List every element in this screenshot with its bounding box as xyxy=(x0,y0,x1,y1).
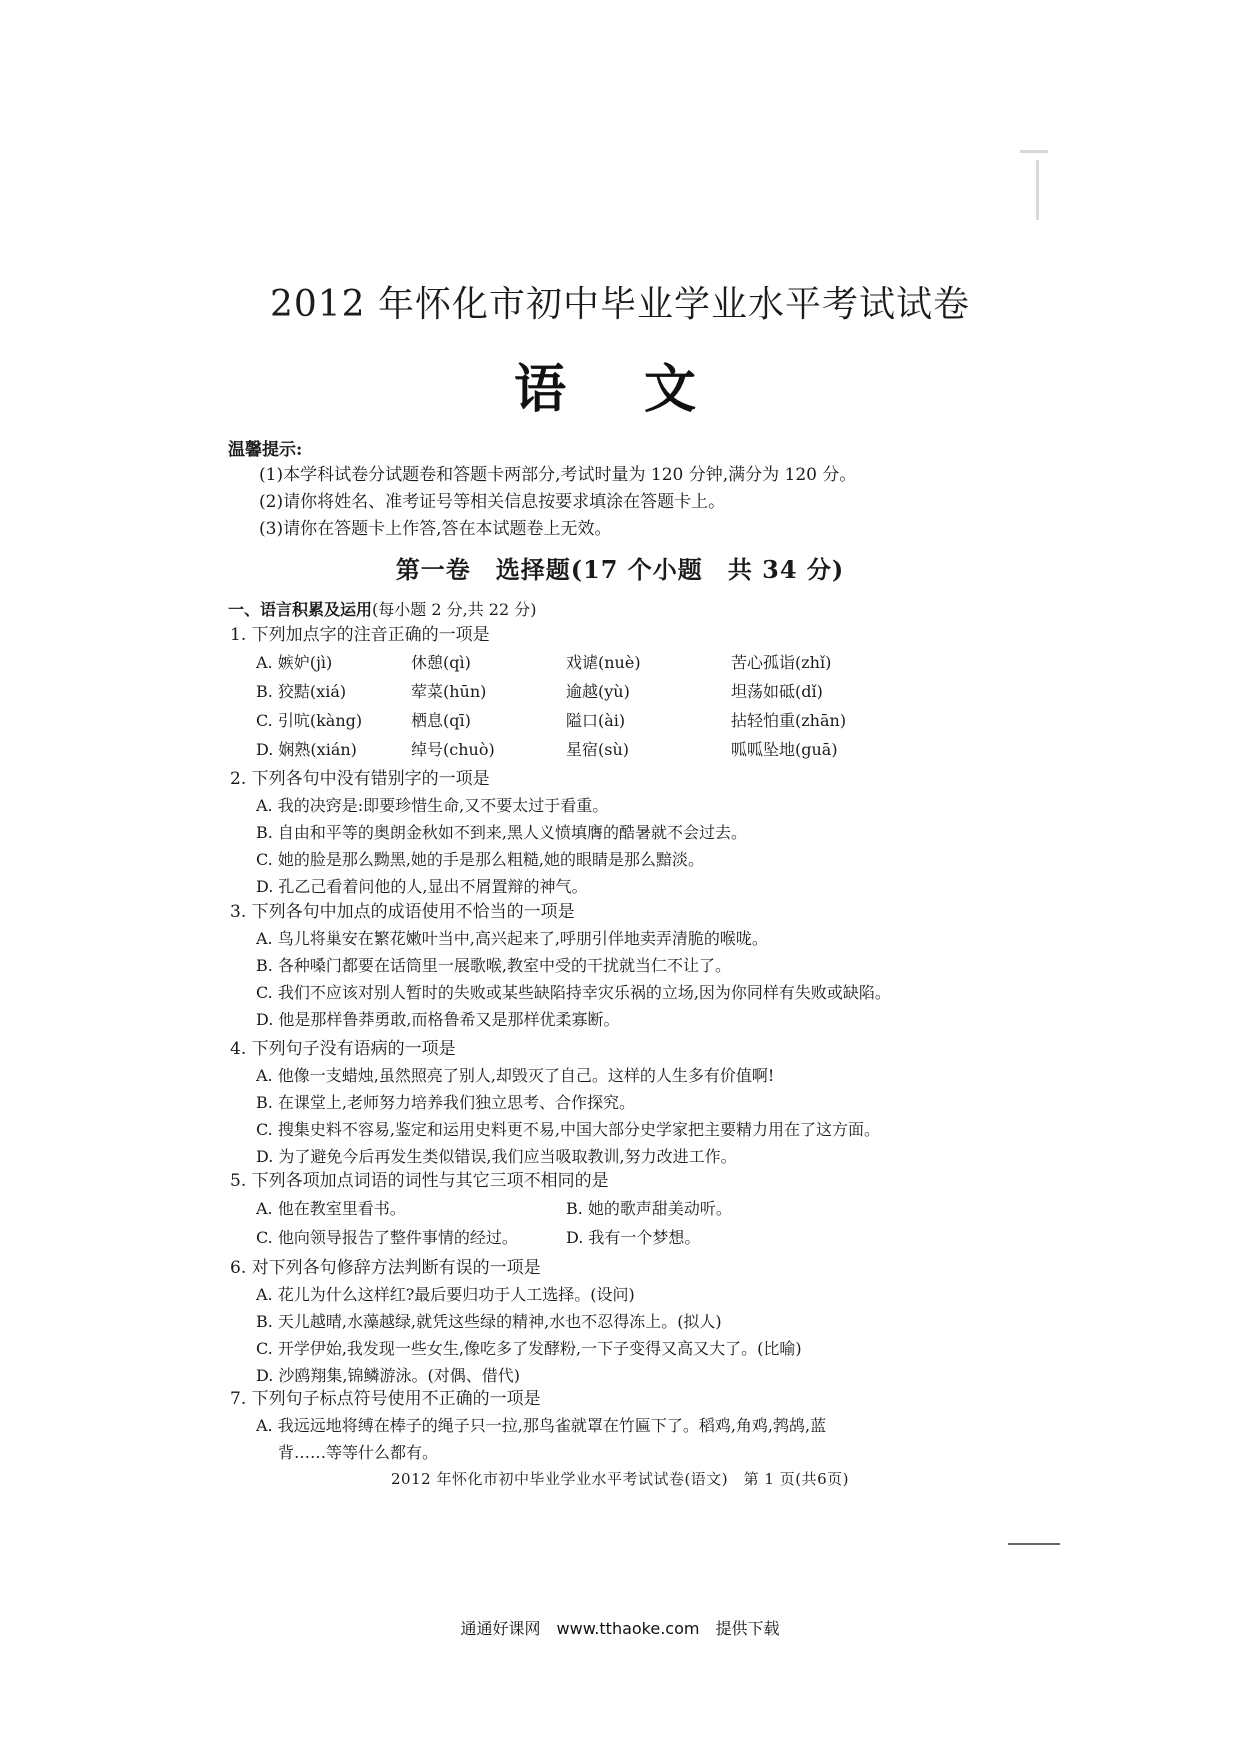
option-c: C. 我们不应该对别人暂时的失败或某些缺陷持幸灾乐祸的立场,因为你同样有失败或缺陷。 xyxy=(256,983,891,1002)
section-heading xyxy=(228,598,536,622)
scan-edge-mark xyxy=(1036,160,1039,220)
option-cell: 栖息(qī) xyxy=(411,711,471,730)
option-cell: A. 嫉妒(jì) xyxy=(256,653,333,672)
tips-heading: 温馨提示: xyxy=(228,440,303,460)
question-stem: 7. 下列句子标点符号使用不正确的一项是 xyxy=(230,1389,541,1409)
option-c: C. 开学伊始,我发现一些女生,像吃多了发酵粉,一下子变得又高又大了。(比喻) xyxy=(256,1339,802,1358)
option-c: C. 他向领导报告了整件事情的经过。 xyxy=(256,1228,518,1247)
tip-item: (1)本学科试卷分试题卷和答题卡两部分,考试时量为 120 分钟,满分为 120 分。 xyxy=(259,465,857,485)
page-title: 2012 年怀化市初中毕业学业水平考试试卷 xyxy=(269,284,971,325)
question-2 xyxy=(230,766,950,900)
question-6 xyxy=(230,1255,950,1389)
option-cell: 绰号(chuò) xyxy=(411,740,495,759)
section-title: 一、语言积累及运用 xyxy=(228,600,373,619)
option-b: B. 在课堂上,老师努力培养我们独立思考、合作探究。 xyxy=(256,1093,636,1112)
question-stem: 3. 下列各句中加点的成语使用不恰当的一项是 xyxy=(230,902,575,922)
question-3 xyxy=(230,899,950,1033)
option-cell: 戏谑(nuè) xyxy=(566,653,641,672)
option-d: D. 为了避免今后再发生类似错误,我们应当吸取教训,努力改进工作。 xyxy=(256,1147,737,1166)
option-cell: 坦荡如砥(dǐ) xyxy=(731,682,823,701)
footer-rule xyxy=(1008,1543,1060,1545)
option-cell: 星宿(sù) xyxy=(566,740,630,759)
question-4 xyxy=(230,1036,950,1170)
option-cell: 荤菜(hūn) xyxy=(411,682,487,701)
option-d: D. 他是那样鲁莽勇敢,而格鲁希又是那样优柔寡断。 xyxy=(256,1010,620,1029)
option-a: A. 他像一支蜡烛,虽然照亮了别人,却毁灭了自己。这样的人生多有价值啊! xyxy=(256,1066,775,1085)
option-a: A. 鸟儿将巢安在繁花嫩叶当中,高兴起来了,呼朋引伴地卖弄清脆的喉咙。 xyxy=(256,929,768,948)
option-d: D. 孔乙己看着问他的人,显出不屑置辩的神气。 xyxy=(256,877,588,896)
option-a: A. 他在教室里看书。 xyxy=(256,1199,406,1218)
download-watermark: 通通好课网 www.tthaoke.com 提供下载 xyxy=(460,1619,780,1638)
question-1 xyxy=(230,622,950,764)
option-a: A. 花儿为什么这样红?最后要归功于人工选择。(设问) xyxy=(256,1285,635,1304)
question-7 xyxy=(230,1386,950,1466)
question-stem: 2. 下列各句中没有错别字的一项是 xyxy=(230,769,490,789)
option-grid xyxy=(256,648,950,764)
option-d: D. 沙鸥翔集,锦鳞游泳。(对偶、借代) xyxy=(256,1366,521,1385)
option-b: B. 天儿越晴,水藻越绿,就凭这些绿的精神,水也不忍得冻上。(拟人) xyxy=(256,1312,722,1331)
option-cell: B. 狡黠(xiá) xyxy=(256,682,347,701)
option-a: A. 我远远地将缚在棒子的绳子只一拉,那鸟雀就罩在竹匾下了。稻鸡,角鸡,鹁鸪,蓝 xyxy=(256,1416,827,1435)
option-cell: C. 引吭(kàng) xyxy=(256,711,363,730)
option-a: A. 我的决窍是:即要珍惜生命,又不要太过于看重。 xyxy=(256,796,609,815)
question-5 xyxy=(230,1168,950,1252)
question-stem: 1. 下列加点字的注音正确的一项是 xyxy=(230,625,490,645)
option-cell: 休憩(qì) xyxy=(411,653,471,672)
tip-item: (3)请你在答题卡上作答,答在本试题卷上无效。 xyxy=(259,519,612,539)
question-stem: 4. 下列句子没有语病的一项是 xyxy=(230,1039,456,1059)
option-b: B. 自由和平等的奥朗金秋如不到来,黑人义愤填膺的酷暑就不会过去。 xyxy=(256,823,748,842)
option-b: B. 她的歌声甜美动听。 xyxy=(566,1199,732,1218)
section-note: (每小题 2 分,共 22 分) xyxy=(372,600,537,619)
question-stem: 6. 对下列各句修辞方法判断有误的一项是 xyxy=(230,1258,541,1278)
tip-item: (2)请你将姓名、准考证号等相关信息按要求填涂在答题卡上。 xyxy=(259,492,726,512)
page-footer: 2012 年怀化市初中毕业学业水平考试试卷(语文) 第 1 页(共6页) xyxy=(391,1470,849,1488)
option-b: B. 各种嗓门都要在话筒里一展歌喉,教室中受的干扰就当仁不让了。 xyxy=(256,956,732,975)
option-cell: 苦心孤诣(zhǐ) xyxy=(731,653,832,672)
option-cell: 逾越(yù) xyxy=(566,682,630,701)
option-a-continuation: 背……等等什么都有。 xyxy=(278,1443,439,1462)
option-cell: D. 娴熟(xián) xyxy=(256,740,357,759)
option-cell: 隘口(ài) xyxy=(566,711,626,730)
option-cell: 呱呱坠地(guā) xyxy=(731,740,838,759)
scan-edge-mark xyxy=(1020,150,1048,153)
option-d: D. 我有一个梦想。 xyxy=(566,1228,701,1247)
option-c: C. 她的脸是那么黝黑,她的手是那么粗糙,她的眼睛是那么黯淡。 xyxy=(256,850,705,869)
option-c: C. 搜集史料不容易,鉴定和运用史料更不易,中国大部分史学家把主要精力用在了这方面。 xyxy=(256,1120,881,1139)
question-stem: 5. 下列各项加点词语的词性与其它三项不相同的是 xyxy=(230,1171,609,1191)
part-heading: 第一卷 选择题(17 个小题 共 34 分) xyxy=(395,555,845,584)
subject-title: 语 文 xyxy=(513,359,727,420)
option-cell: 拈轻怕重(zhān) xyxy=(731,711,847,730)
